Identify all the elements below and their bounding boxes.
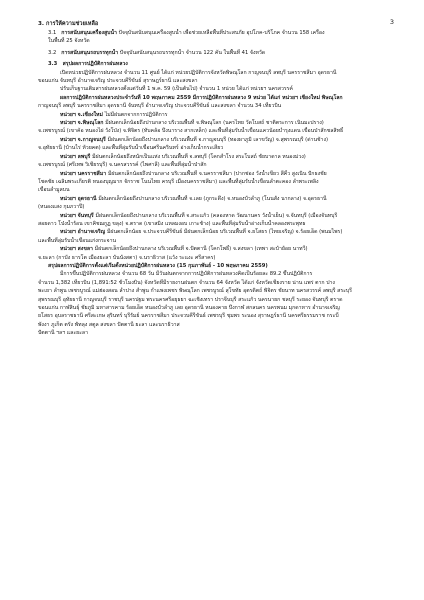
unit-text: มีฝนตกเล็กน้อยถึงปานกลาง บริเวณพื้นที่ จ.เลย (ภูกระดึง) จ.หนองบัวลำภู (โนนสัง นากลาง) จ.อุดรธานี bbox=[98, 195, 327, 202]
unit-text: มีฝนตกเล็กน้อยถึงปานกลาง บริเวณพื้นที่ จ.กาญจนบุรี (ทองผาภูมิ เลาขวัญ) จ.สุพรรณบุรี (ด่านช้าง) bbox=[107, 136, 329, 143]
summary-lines bbox=[38, 270, 394, 337]
unit-line bbox=[38, 136, 394, 144]
unit-text: จ.เพชรบูรณ์ (เขาค้อ หนองไผ่ วังโป่ง) จ.พิจิตร (ทับคล้อ บึงนาราง สากเหล็ก) และพื้นที่ลุ่มรับน้ำเขื่อนแควน้อยบำรุงแดน เขื่อนป่าสักชลสิทธิ์ bbox=[38, 128, 344, 135]
body-line: ขอนแก่น จันทบุรี อำนาจเจริญ ประจวบคีรีขันธ์ สุราษฎร์ธานี และสงขลา bbox=[38, 78, 198, 85]
unit-line bbox=[38, 178, 394, 186]
unit-label: หน่วยฯ อำนาจเจริญ bbox=[60, 229, 107, 236]
unit-text: มีฝนตกเล็กน้อย จ.ประจวบคีรีขันธ์ มีฝนตกเล็กน้อย บริเวณพื้นที่ จ.ยโสธร (ไทยเจริญ) จ.ร้อยเอ็ด (พนมไพร) bbox=[107, 229, 343, 236]
unit-label: หน่วยฯ จ.เชียงใหม่ bbox=[60, 111, 105, 118]
unit-line bbox=[38, 186, 394, 194]
unit-text: และพื้นที่ลุ่มรับน้ำเขื่อนแก่งกระจาน bbox=[38, 237, 117, 244]
unit-line bbox=[38, 228, 394, 236]
summary-line: พะเยา ลำพูน เพชรบูรณ์ แม่ฮ่องสอน ลำปาง สำพูน กำแพงเพชร พิษณุโลก เพชรบูรณ์ สุโขทัย อุตรดิตถ์ พิจิตร ชัยนาท นครสวรรค์ ลพบุรี สระบุรี bbox=[38, 288, 352, 295]
item-3-2-text: ปัจจุบันสนับสนุนรถบรรทุกน้ำ จำนวน 122 คัน ในพื้นที่ 41 จังหวัด bbox=[119, 49, 266, 56]
unit-label: หน่วยฯ อุดรธานี bbox=[60, 195, 99, 202]
unit-text: เขื่อนลำมูลบน bbox=[38, 187, 70, 194]
section-3-title: 3. การให้ความช่วยเหลือ bbox=[38, 21, 99, 27]
unit-label: หน่วยฯ จันทบุรี bbox=[60, 212, 96, 219]
unit-text: มีฝนตกเล็กน้อยถึงปานกลาง บริเวณพื้นที่ จ.พิษณุโลก (นครไทย วัดโบสถ์ ชาติตระการ เนินมะปราง) bbox=[105, 120, 324, 127]
unit-list bbox=[38, 111, 394, 262]
item-3-3-title: สรุปผลการปฏิบัติการฝนหลวง bbox=[62, 61, 128, 68]
body-line: เปิดหน่วยปฏิบัติการฝนหลวง จำนวน 11 ศูนย์ ได้แก่ หน่วยปฏิบัติการจังหวัดพิษณุโลก กาญจนบุรี ลพบุรี นครราชสีมา อุดรธานี bbox=[60, 69, 337, 76]
summary-line: ยโสธร อุบลราชธานี ศรีสะเกษ สุรินทร์ บุรีรัมย์ นครราชสีมา ประจวบคีรีขันธ์ เพชรบุรี ชุมพร ระนอง สุราษฎร์ธานี นครศรีธรรมราช กระบี่ bbox=[38, 313, 339, 320]
unit-line bbox=[38, 119, 394, 127]
item-3-2: 3.2 การสนับสนุนรถบรรทุกน้ำ ปัจจุบันสนับสนุนรถบรรทุกน้ำ จำนวน 122 คัน ในพื้นที่ 41 จังหวัด bbox=[48, 49, 266, 56]
summary-title: สรุปผลการปฏิบัติการตั้งแต่เริ่มตั้งหน่วยปฏิบัติการฝนหลวง (15 กุมภาพันธ์ - 10 พฤษภาคม 2559) bbox=[48, 262, 268, 269]
unit-line bbox=[38, 245, 394, 253]
item-3-1-text: ปัจจุบันสนับสนุนเครื่องสูบน้ำ เพื่อช่วยเหลือพื้นที่ประสบภัย อุปโภค-บริโภค จำนวน 158 เครื่อง bbox=[118, 30, 325, 36]
body-line: ปรับเก็บฐานเติมสารฝนหลวงตั้งแต่วันที่ 1 พ.ค. 59 (เป็นต้นไป) จำนวน 1 หน่วย ได้แก่ หน่วยฯ นครสวรรค์ bbox=[60, 86, 293, 93]
unit-text: มีฝนตกเล็กน้อยถึงหนักเป็นแห่ง บริเวณพื้นที่ จ.ลพบุรี (โคกสำโรง สระโบสถ์ ชัยบาดาล หนองม่วง) bbox=[92, 153, 306, 160]
unit-text: (หนองแสง กุมภวาปี) bbox=[38, 204, 85, 211]
unit-text: โชคชัย เฉลิมพระเกียรติ หนองบุญมาก จักราช โนนไทย ครบุรี เมืองนครราชสีมา) และพื้นที่ลุ่มรับน้ำเขื่อนลำตะคอง ลำพระเพลิง bbox=[38, 178, 319, 185]
unit-text: ไม่มีฝนตกจากการปฏิบัติการ bbox=[104, 111, 168, 118]
unit-line bbox=[38, 237, 394, 245]
unit-text: จ.เพชรบูรณ์ (ศรีเทพ วิเชียรบุรี) จ.นครสวรรค์ (ไพศาลี) และพื้นที่ลุ่มน้ำป่าสัก bbox=[38, 162, 207, 169]
unit-line bbox=[38, 111, 394, 119]
unit-label: หน่วยฯ สงขลา bbox=[60, 246, 95, 253]
item-3-1: 3.1 การสนับสนุนเครื่องสูบน้ำ ปัจจุบันสนับสนุนเครื่องสูบน้ำ เพื่อช่วยเหลือพื้นที่ประสบภัย อุปโภค-บริโภค จำนวน 158 เครื่อง bbox=[48, 30, 325, 36]
unit-line bbox=[38, 127, 394, 135]
item-3-3: 3.3 สรุปผลการปฏิบัติการฝนหลวง bbox=[48, 61, 128, 68]
summary-line: มีการขึ้นปฏิบัติการฝนหลวง จำนวน 68 วัน มีวันฝนตกจากการปฏิบัติการฝนหลวงคิดเป็นร้อยละ 89.2 ขึ้นปฏิบัติการ bbox=[60, 271, 313, 278]
unit-text: มีฝนตกเล็กน้อยถึงปานกลาง บริเวณพื้นที่ จ.ปัตตานี (โคกโพธิ์) จ.สงขลา (เทพา สะบ้าย้อย นาทวี) bbox=[94, 246, 308, 253]
unit-label: หน่วยฯ จ.กาญจนบุรี bbox=[60, 136, 108, 143]
summary-line: สุพรรณบุรี อุทัยธานี กาญจนบุรี ราชบุรี นครปฐม พระนครศรีอยุธยา ฉะเชิงเทรา ปราจีนบุรี สระแก้ว นครนายก ชลบุรี ระยอง จันทบุรี ตราด bbox=[38, 296, 343, 303]
unit-line bbox=[38, 170, 394, 178]
unit-text: มีฝนตกเล็กน้อยถึงปานกลาง บริเวณพื้นที่ จ.นครราชสีมา (ปากช่อง วังน้ำเขียว สีคิ้ว สูงเนิน ปักธงชัย bbox=[107, 170, 327, 177]
item-3-1-cont: ในพื้นที่ 25 จังหวัด bbox=[48, 38, 90, 45]
body-line: กาญจนบุรี ลพบุรี นครราชสีมา อุดรธานี จันทบุรี อำนาจเจริญ ประจวบคีรีขันธ์ และสงขลา จำนวน 34 เที่ยวบิน bbox=[38, 103, 282, 110]
unit-label: หน่วยฯ จ.พิษณุโลก bbox=[60, 120, 106, 127]
unit-line bbox=[38, 144, 394, 152]
unit-text: จ.อุทัยธานี (บ้านไร่ ห้วยคต) และพื้นที่ลุ่มรับน้ำเขื่อนศรีนครินทร์ อ่างเก็บน้ำกระเสียว bbox=[38, 145, 224, 152]
item-3-2-title: การสนับสนุนรถบรรทุกน้ำ bbox=[61, 49, 119, 56]
item-3-1-title: การสนับสนุนเครื่องสูบน้ำ bbox=[61, 30, 117, 36]
summary-line: ขอนแก่น กาฬสินธุ์ ชัยภูมิ มหาสารคาม ร้อยเอ็ด หนองบัวลำภู เลย อุดรธานี หนองคาย บึงกาฬ สกลนคร นครพนม มุกดาหาร อำนาจเจริญ bbox=[38, 305, 340, 311]
unit-line bbox=[38, 161, 394, 169]
unit-line bbox=[38, 195, 394, 203]
unit-text: มีฝนตกเล็กน้อยถึงปานกลาง บริเวณพื้นที่ จ.สระแก้ว (คลองหาด วัฒนานคร วังน้ำเย็น) จ.จันทบุรี (เมืองจันทบุรี bbox=[95, 212, 338, 219]
unit-text: จ.ยะลา (กาบัง ธารโต เมืองยะลา บันนังสตา) จ.นราธิวาส (แว้ง ระแงะ ศรีสาคร) bbox=[38, 254, 216, 261]
unit-label: หน่วยฯ นครราชสีมา bbox=[60, 170, 108, 177]
summary-line: จำนวน 1,382 เที่ยวบิน (1,891:52 ชั่วโมงบิน) จังหวัดที่มีรายงานฝนตก จำนวน 64 จังหวัด ได้แก่ จังหวัดเชียงราย น่าน แพร่ ตาก ปาง bbox=[38, 279, 335, 286]
unit-line bbox=[38, 212, 394, 220]
page-number: 3 bbox=[389, 18, 394, 26]
unit-label: หน่วยฯ ลพบุรี bbox=[60, 153, 93, 160]
unit-line bbox=[38, 220, 394, 228]
unit-line bbox=[38, 203, 394, 211]
unit-text: สอยดาว โป่งน้ำร้อน เขาคิชฌกูฏ ขลุง) จ.ตราด (เขาสมิง แหลมงอบ เกาะช้าง) และพื้นที่ลุ่มรับน้ำอ่างเก็บน้ำคลองพระพุทธ bbox=[38, 220, 306, 227]
summary-line: พังงา ภูเก็ต ตรัง พัทลุง สตูล สงขลา ปัตตานี ยะลา และนราธิวาส bbox=[38, 321, 180, 328]
unit-line bbox=[38, 153, 394, 161]
summary-line: ปัตตานี ฯลฯ และยะลา bbox=[38, 330, 89, 337]
unit-line bbox=[38, 254, 394, 262]
body-line: ผลการปฏิบัติการฝนหลวงประจำวันที่ 10 พฤษภาคม 2559 มีการปฏิบัติการฝนหลวง 9 หน่วย ได้แก่ หน่วยฯ เชียงใหม่ พิษณุโลก bbox=[60, 94, 343, 101]
